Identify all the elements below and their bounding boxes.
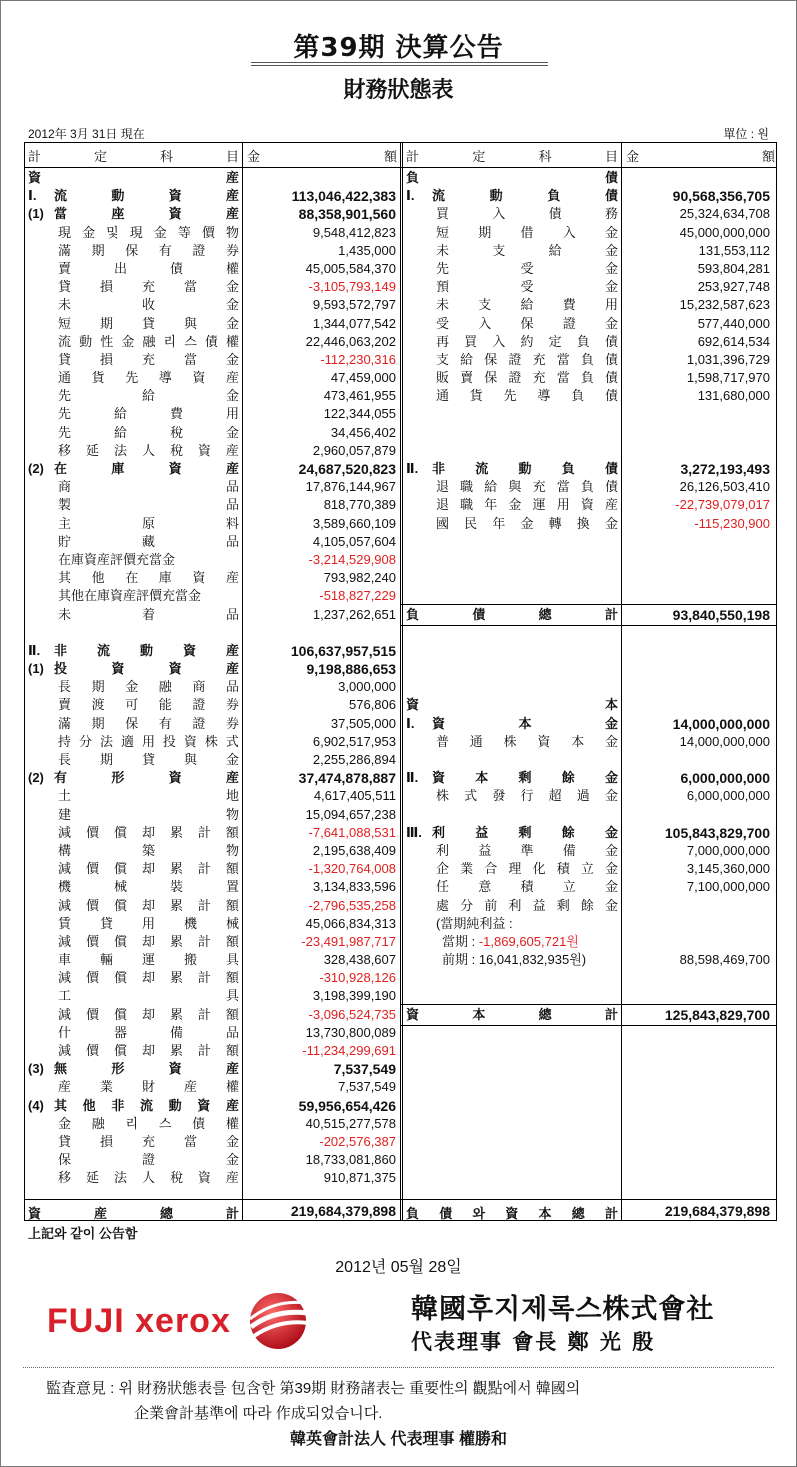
right-row-label: [406, 424, 618, 442]
right-row-label: [406, 751, 618, 769]
right-row-amount: 6,000,000,000: [680, 770, 770, 787]
left-row-label: (2) 有 形 資 産: [28, 770, 239, 786]
fuji-xerox-logo: [47, 1291, 311, 1351]
left-row-label: 資 産: [28, 170, 239, 185]
left-row-amount: 793,982,240: [323, 570, 396, 586]
right-row-amount: [622, 696, 774, 714]
left-row-label: 流 動 性 金 融 리 스 債 權: [58, 333, 239, 349]
left-row-amount: 6,902,517,953: [312, 733, 396, 749]
right-row-label: 支 給 保 證 充 當 負 債: [436, 351, 618, 367]
right-row-label: [406, 806, 618, 824]
left-row-amount: 37,505,000: [330, 715, 396, 731]
logo-wordmark: FUJI xerox: [47, 1301, 231, 1340]
left-row-label: 賣 出 債 權: [58, 260, 239, 276]
left-row-amount: 9,593,572,797: [312, 297, 396, 313]
right-row-amount: [622, 660, 774, 678]
audit-opinion-line1: 監査意見 : 위 財務狀態表를 包含한 第39期 財務諸表는 重要性의 觀點에서 韓國의: [46, 1380, 581, 1397]
right-row-amount: 93,840,550,198: [672, 606, 770, 623]
left-row-amount: 2,960,057,879: [312, 442, 396, 458]
liabilities-total-rule: [401, 604, 776, 605]
right-row-label: 受 入 保 證 金: [436, 315, 618, 331]
left-row-amount: 15,094,657,238: [305, 806, 396, 822]
left-row-label: 金 融 리 스 債 權: [58, 1115, 239, 1131]
left-row-amount: 40,515,277,578: [305, 1115, 396, 1131]
right-row-amount: 15,232,587,623: [679, 297, 770, 313]
left-row-label: 其他在庫資産評價充當金: [58, 588, 202, 604]
right-row-amount: [622, 405, 774, 423]
right-row-amount: 125,843,829,700: [664, 1006, 770, 1023]
right-row-amount: 7,000,000,000: [686, 842, 770, 858]
left-row-amount: -202,576,387: [319, 1133, 396, 1149]
left-row-label: 建 物: [58, 806, 239, 822]
right-row-label: [406, 987, 618, 1005]
left-row-label: 持 分 法 適 用 投 資 株 式: [58, 733, 239, 749]
left-row-label: 先 給 金: [58, 388, 239, 404]
capital-total-rule: [401, 1004, 776, 1005]
left-row-amount: 1,237,262,651: [312, 606, 396, 622]
right-labels: [406, 169, 618, 1024]
right-amounts: [622, 169, 774, 1024]
left-row-label: 短 期 貸 與 金: [58, 315, 239, 331]
left-row-label: 工 具: [58, 988, 239, 1004]
left-row-label: 土 地: [58, 788, 239, 804]
left-row-amount: -1,320,764,008: [308, 861, 396, 877]
right-row-label: 未 支 給 費 用: [436, 297, 618, 313]
left-row-label: 減 價 償 却 累 計 額: [58, 1006, 239, 1022]
left-row-label: 賃 貸 用 機 械: [58, 915, 239, 931]
right-row-amount: 3,272,193,493: [680, 461, 770, 477]
left-row-label: 貸 損 充 當 金: [58, 1133, 239, 1149]
left-row-amount: -518,827,229: [319, 588, 396, 604]
left-row-amount: 818,770,389: [323, 497, 396, 513]
right-row-label: 負 債 總 計: [406, 606, 618, 622]
left-row-amount: 9,198,886,653: [306, 661, 396, 678]
left-row-amount: -23,491,987,717: [301, 933, 396, 949]
left-row-amount: 3,134,833,596: [312, 879, 396, 895]
left-row-amount: 1,344,077,542: [312, 315, 396, 331]
right-row-label: Ⅰ. 資 本 金: [406, 715, 618, 731]
right-row-amount: [622, 569, 774, 587]
left-row-label: 未 收 金: [58, 297, 239, 313]
right-row-amount: 3,145,360,000: [686, 861, 770, 877]
left-row-label: 移 延 法 人 稅 資 産: [58, 1170, 239, 1186]
xerox-sphere-icon: [245, 1291, 311, 1351]
left-row-amount: 13,730,800,089: [305, 1024, 396, 1040]
total-row-rule: [401, 1025, 776, 1026]
right-row-label: Ⅱ. 資 本 剩 餘 金: [406, 770, 618, 786]
left-row-amount: 3,198,399,190: [312, 988, 396, 1004]
left-row-label: (4) 其 他 非 流 動 資 産: [28, 1097, 239, 1113]
right-row-label: (當期純利益 :: [436, 915, 513, 931]
right-row-label: 資 本: [406, 697, 618, 713]
right-row-amount: [622, 806, 774, 824]
left-row-label: 滿 期 保 有 證 券: [58, 242, 239, 258]
left-row-label: 先 給 稅 金: [58, 424, 239, 440]
right-row-label: [406, 442, 618, 460]
right-row-label: 退 職 給 與 充 當 負 債: [436, 479, 618, 495]
left-row-label: 構 築 物: [58, 842, 239, 858]
balance-sheet-table: [24, 142, 777, 1221]
right-row-label: 國 民 年 金 轉 換 金: [436, 515, 618, 531]
right-row-label: 企 業 合 理 化 積 立 金: [436, 861, 618, 877]
ceo-name: 代表理事 會長 鄭 光 殷: [411, 1329, 656, 1354]
right-row-label: [406, 551, 618, 569]
left-row-amount: 328,438,607: [323, 952, 396, 968]
left-row-label: 在庫資産評價充當金: [58, 551, 176, 567]
right-row-amount: 131,553,112: [698, 242, 770, 258]
right-row-label: [406, 533, 618, 551]
right-row-amount: [622, 424, 774, 442]
right-row-amount: [622, 987, 774, 1005]
right-row-amount: 25,324,634,708: [679, 206, 770, 222]
left-row-label: 未 着 品: [58, 606, 239, 622]
left-row-amount: 45,005,584,370: [305, 260, 396, 276]
left-row-label: 貸 損 充 當 金: [58, 351, 239, 367]
right-row-amount: 593,804,281: [697, 260, 770, 276]
announcement-note: 上記와 같이 公告함: [28, 1226, 138, 1241]
right-row-amount: [622, 442, 774, 460]
left-row-amount: 1,435,000: [338, 242, 396, 258]
left-row-label: (1) 當 座 資 産: [28, 206, 239, 222]
right-row-amount: 105,843,829,700: [664, 824, 770, 841]
right-row-label: [406, 678, 618, 696]
left-row-amount: 59,956,654,426: [298, 1097, 396, 1114]
left-row-amount: [243, 169, 400, 187]
right-row-amount: [622, 551, 774, 569]
left-row-amount: 4,105,057,604: [312, 533, 396, 549]
left-row-label: 減 價 償 却 累 計 額: [58, 933, 239, 949]
left-row-label: 賣 渡 可 能 證 券: [58, 697, 239, 713]
left-row-amount: 7,537,549: [333, 1061, 396, 1078]
left-row-amount: -2,796,535,258: [308, 897, 396, 913]
right-row-label: [406, 660, 618, 678]
company-name: 韓國후지제록스株式會社: [411, 1294, 715, 1325]
right-row-label: Ⅲ. 利 益 剩 餘 金: [406, 824, 618, 840]
right-row-label: [406, 569, 618, 587]
right-row-amount: [622, 915, 774, 933]
statement-subtitle: 財務狀態表: [343, 78, 454, 103]
right-row-label: Ⅱ. 非 流 動 負 債: [406, 461, 618, 476]
left-row-label: Ⅱ. 非 流 動 資 産: [28, 642, 239, 658]
right-row-amount: [622, 624, 774, 642]
left-row-label: 減 價 償 却 累 計 額: [58, 824, 239, 840]
right-row-label: Ⅰ. 流 動 負 債: [406, 188, 618, 204]
left-row-label: 製 品: [58, 497, 239, 513]
right-row-amount: [622, 751, 774, 769]
announcement-date: 2012년 05월 28일: [335, 1259, 462, 1276]
left-row-label: 移 延 法 人 稅 資 産: [58, 442, 239, 458]
left-row-amount: 9,548,412,823: [312, 224, 396, 240]
right-row-label: [406, 642, 618, 660]
title-underline: [251, 62, 548, 66]
left-row-amount: 113,046,422,383: [291, 188, 396, 205]
right-row-label: [406, 969, 618, 987]
right-row-amount: 90,568,356,705: [672, 188, 770, 205]
right-row-amount: 14,000,000,000: [679, 733, 770, 749]
right-row-label: 通 貨 先 導 負 債: [436, 388, 618, 404]
right-row-label: 當期 : -1,869,605,721원: [442, 933, 579, 949]
left-row-label: 車 輛 運 搬 具: [58, 952, 239, 968]
left-row-amount: 3,589,660,109: [312, 515, 396, 531]
header-rule: [25, 167, 776, 168]
right-row-label: 處 分 前 利 益 剩 餘 金: [436, 897, 618, 913]
col-divider-center: [400, 143, 403, 1220]
right-row-label: 資 本 總 計: [406, 1006, 618, 1022]
right-row-amount: 7,100,000,000: [686, 879, 770, 895]
left-row-label: 什 器 備 品: [58, 1024, 239, 1040]
right-row-amount: 14,000,000,000: [672, 715, 770, 732]
liab-capital-total-label: 負 債 와 資 本 總 計: [406, 1206, 618, 1221]
right-row-amount: 6,000,000,000: [686, 788, 770, 804]
left-row-amount: 88,358,901,560: [298, 206, 396, 223]
left-row-amount: 47,459,000: [330, 370, 396, 386]
right-row-amount: 88,598,469,700: [679, 952, 770, 968]
right-row-label: 再 買 入 約 定 負 債: [436, 333, 618, 349]
right-row-amount: 26,126,503,410: [679, 479, 770, 495]
right-row-label: 未 支 給 金: [436, 242, 618, 258]
header-account-right: 計 定 科 目: [406, 148, 618, 164]
left-row-label: 先 給 費 用: [58, 406, 239, 422]
footer-divider: [23, 1367, 774, 1368]
unit-label: 單位 : 원: [723, 127, 769, 141]
right-row-label: 短 期 借 入 金: [436, 224, 618, 240]
assets-total-label: 資 産 總 計: [28, 1206, 239, 1221]
left-row-amount: -310,928,126: [319, 970, 396, 986]
right-row-amount: [622, 969, 774, 987]
left-row-amount: 45,066,834,313: [305, 915, 396, 931]
right-row-amount: 45,000,000,000: [679, 224, 770, 240]
left-row-label: 長 期 金 融 商 品: [58, 679, 239, 695]
right-row-label: 販 賣 保 證 充 當 負 債: [436, 370, 618, 386]
right-row-amount: 1,598,717,970: [686, 370, 770, 386]
left-row-amount: [243, 624, 400, 642]
right-row-label: 株 式 發 行 超 過 金: [436, 788, 618, 804]
right-row-label: 前期 : 16,041,832,935원): [442, 952, 587, 968]
left-row-amount: -3,096,524,735: [308, 1006, 396, 1022]
left-row-amount: 4,617,405,511: [313, 788, 396, 804]
right-row-amount: [622, 533, 774, 551]
left-row-label: 産 業 財 産 權: [58, 1079, 239, 1095]
left-row-amount: 3,000,000: [338, 679, 396, 695]
auditor-name: 韓英會計法人 代表理事 權勝和: [290, 1431, 507, 1448]
left-row-label: 通 貨 先 導 資 産: [58, 370, 239, 386]
left-row-label: (3) 無 形 資 産: [28, 1061, 239, 1077]
right-row-label: 普 通 株 資 本 金: [436, 733, 618, 749]
left-row-amount: 910,871,375: [323, 1170, 396, 1186]
left-row-label: 貯 藏 品: [58, 533, 239, 549]
left-row-amount: -3,105,793,149: [308, 279, 396, 295]
left-row-label: 主 原 料: [58, 515, 239, 531]
left-row-amount: 106,637,957,515: [290, 642, 396, 659]
right-row-amount: -22,739,079,017: [675, 497, 770, 513]
left-row-amount: 2,255,286,894: [312, 752, 396, 767]
left-row-label: 商 品: [58, 479, 239, 495]
left-row-label: 滿 期 保 有 證 券: [58, 715, 239, 731]
right-row-label: 先 受 金: [436, 260, 618, 276]
left-row-label: 長 期 貸 與 金: [58, 752, 239, 767]
right-row-label: [406, 587, 618, 605]
left-row-label: 保 證 金: [58, 1152, 239, 1168]
left-row-label: 其 他 在 庫 資 産: [58, 570, 239, 586]
right-row-amount: 1,031,396,729: [686, 351, 770, 367]
left-row-amount: 7,537,549: [338, 1079, 396, 1095]
right-row-label: 利 益 準 備 金: [436, 842, 618, 858]
as-of-date: 2012年 3月 31日 現在: [28, 127, 145, 141]
left-row-amount: 22,446,063,202: [305, 333, 396, 349]
left-row-amount: 34,456,402: [330, 424, 396, 440]
header-amount-left: 金 額: [247, 148, 397, 164]
left-row-label: (1) 投 資 資 産: [28, 661, 239, 677]
total-rule: [25, 1199, 776, 1200]
right-row-amount: -115,230,900: [694, 515, 770, 531]
right-row-amount: [622, 678, 774, 696]
left-amounts: [243, 169, 400, 1188]
left-row-amount: -3,214,529,908: [308, 551, 396, 567]
left-row-label: 貸 損 充 當 金: [58, 279, 239, 295]
right-row-amount: 577,440,000: [697, 315, 770, 331]
left-row-amount: 17,876,144,967: [305, 479, 396, 495]
left-row-amount: 576,806: [349, 697, 396, 713]
right-row-label: [406, 624, 618, 642]
left-row-label: 機 械 裝 置: [58, 879, 239, 895]
right-row-label: 退 職 年 金 運 用 資 産: [436, 497, 618, 513]
left-row-label: [28, 624, 239, 642]
right-row-amount: 253,927,748: [697, 279, 770, 295]
liab-capital-total-amount: 219,684,379,898: [664, 1203, 770, 1219]
header-account-left: 計 定 科 目: [28, 148, 239, 164]
left-row-label: 現 金 및 現 金 等 價 物: [58, 224, 239, 240]
right-row-label: 任 意 積 立 金: [436, 879, 618, 895]
left-row-amount: 473,461,955: [323, 388, 396, 404]
left-row-label: Ⅰ. 流 動 資 産: [28, 188, 239, 204]
left-row-label: (2) 在 庫 資 産: [28, 461, 239, 476]
right-row-label: [406, 405, 618, 423]
header-amount-right: 金 額: [626, 148, 775, 164]
left-row-label: 減 價 償 却 累 計 額: [58, 970, 239, 986]
right-row-label: 買 入 債 務: [436, 206, 618, 222]
left-row-amount: 122,344,055: [323, 406, 396, 422]
right-row-amount: [622, 642, 774, 660]
right-row-amount: [622, 587, 774, 605]
audit-opinion-line2: 企業會計基準에 따라 作成되었습니다.: [134, 1405, 383, 1422]
assets-total-amount: 219,684,379,898: [290, 1203, 396, 1219]
left-row-amount: -112,230,316: [320, 351, 396, 367]
right-row-amount: [622, 933, 774, 951]
total-row-rule: [401, 625, 776, 626]
right-row-amount: 131,680,000: [697, 388, 770, 404]
left-row-amount: 2,195,638,409: [312, 842, 396, 858]
right-row-amount: [622, 897, 774, 915]
left-row-label: 減 價 償 却 累 計 額: [58, 897, 239, 913]
left-row-label: 減 價 償 却 累 計 額: [58, 1043, 239, 1058]
left-row-label: 減 價 償 却 累 計 額: [58, 861, 239, 877]
right-row-label: 預 受 金: [436, 279, 618, 295]
right-row-label: 負 債: [406, 170, 618, 185]
right-row-amount: [622, 169, 774, 187]
left-row-amount: -11,234,299,691: [302, 1043, 396, 1058]
left-row-amount: 18,733,081,860: [305, 1152, 396, 1168]
right-row-amount: 692,614,534: [697, 333, 770, 349]
left-row-amount: -7,641,088,531: [308, 824, 396, 840]
left-labels: [28, 169, 239, 1188]
left-row-amount: 37,474,878,887: [298, 770, 396, 787]
left-row-amount: 24,687,520,823: [298, 461, 396, 477]
page-title: 第39期 決算公告: [293, 33, 504, 63]
